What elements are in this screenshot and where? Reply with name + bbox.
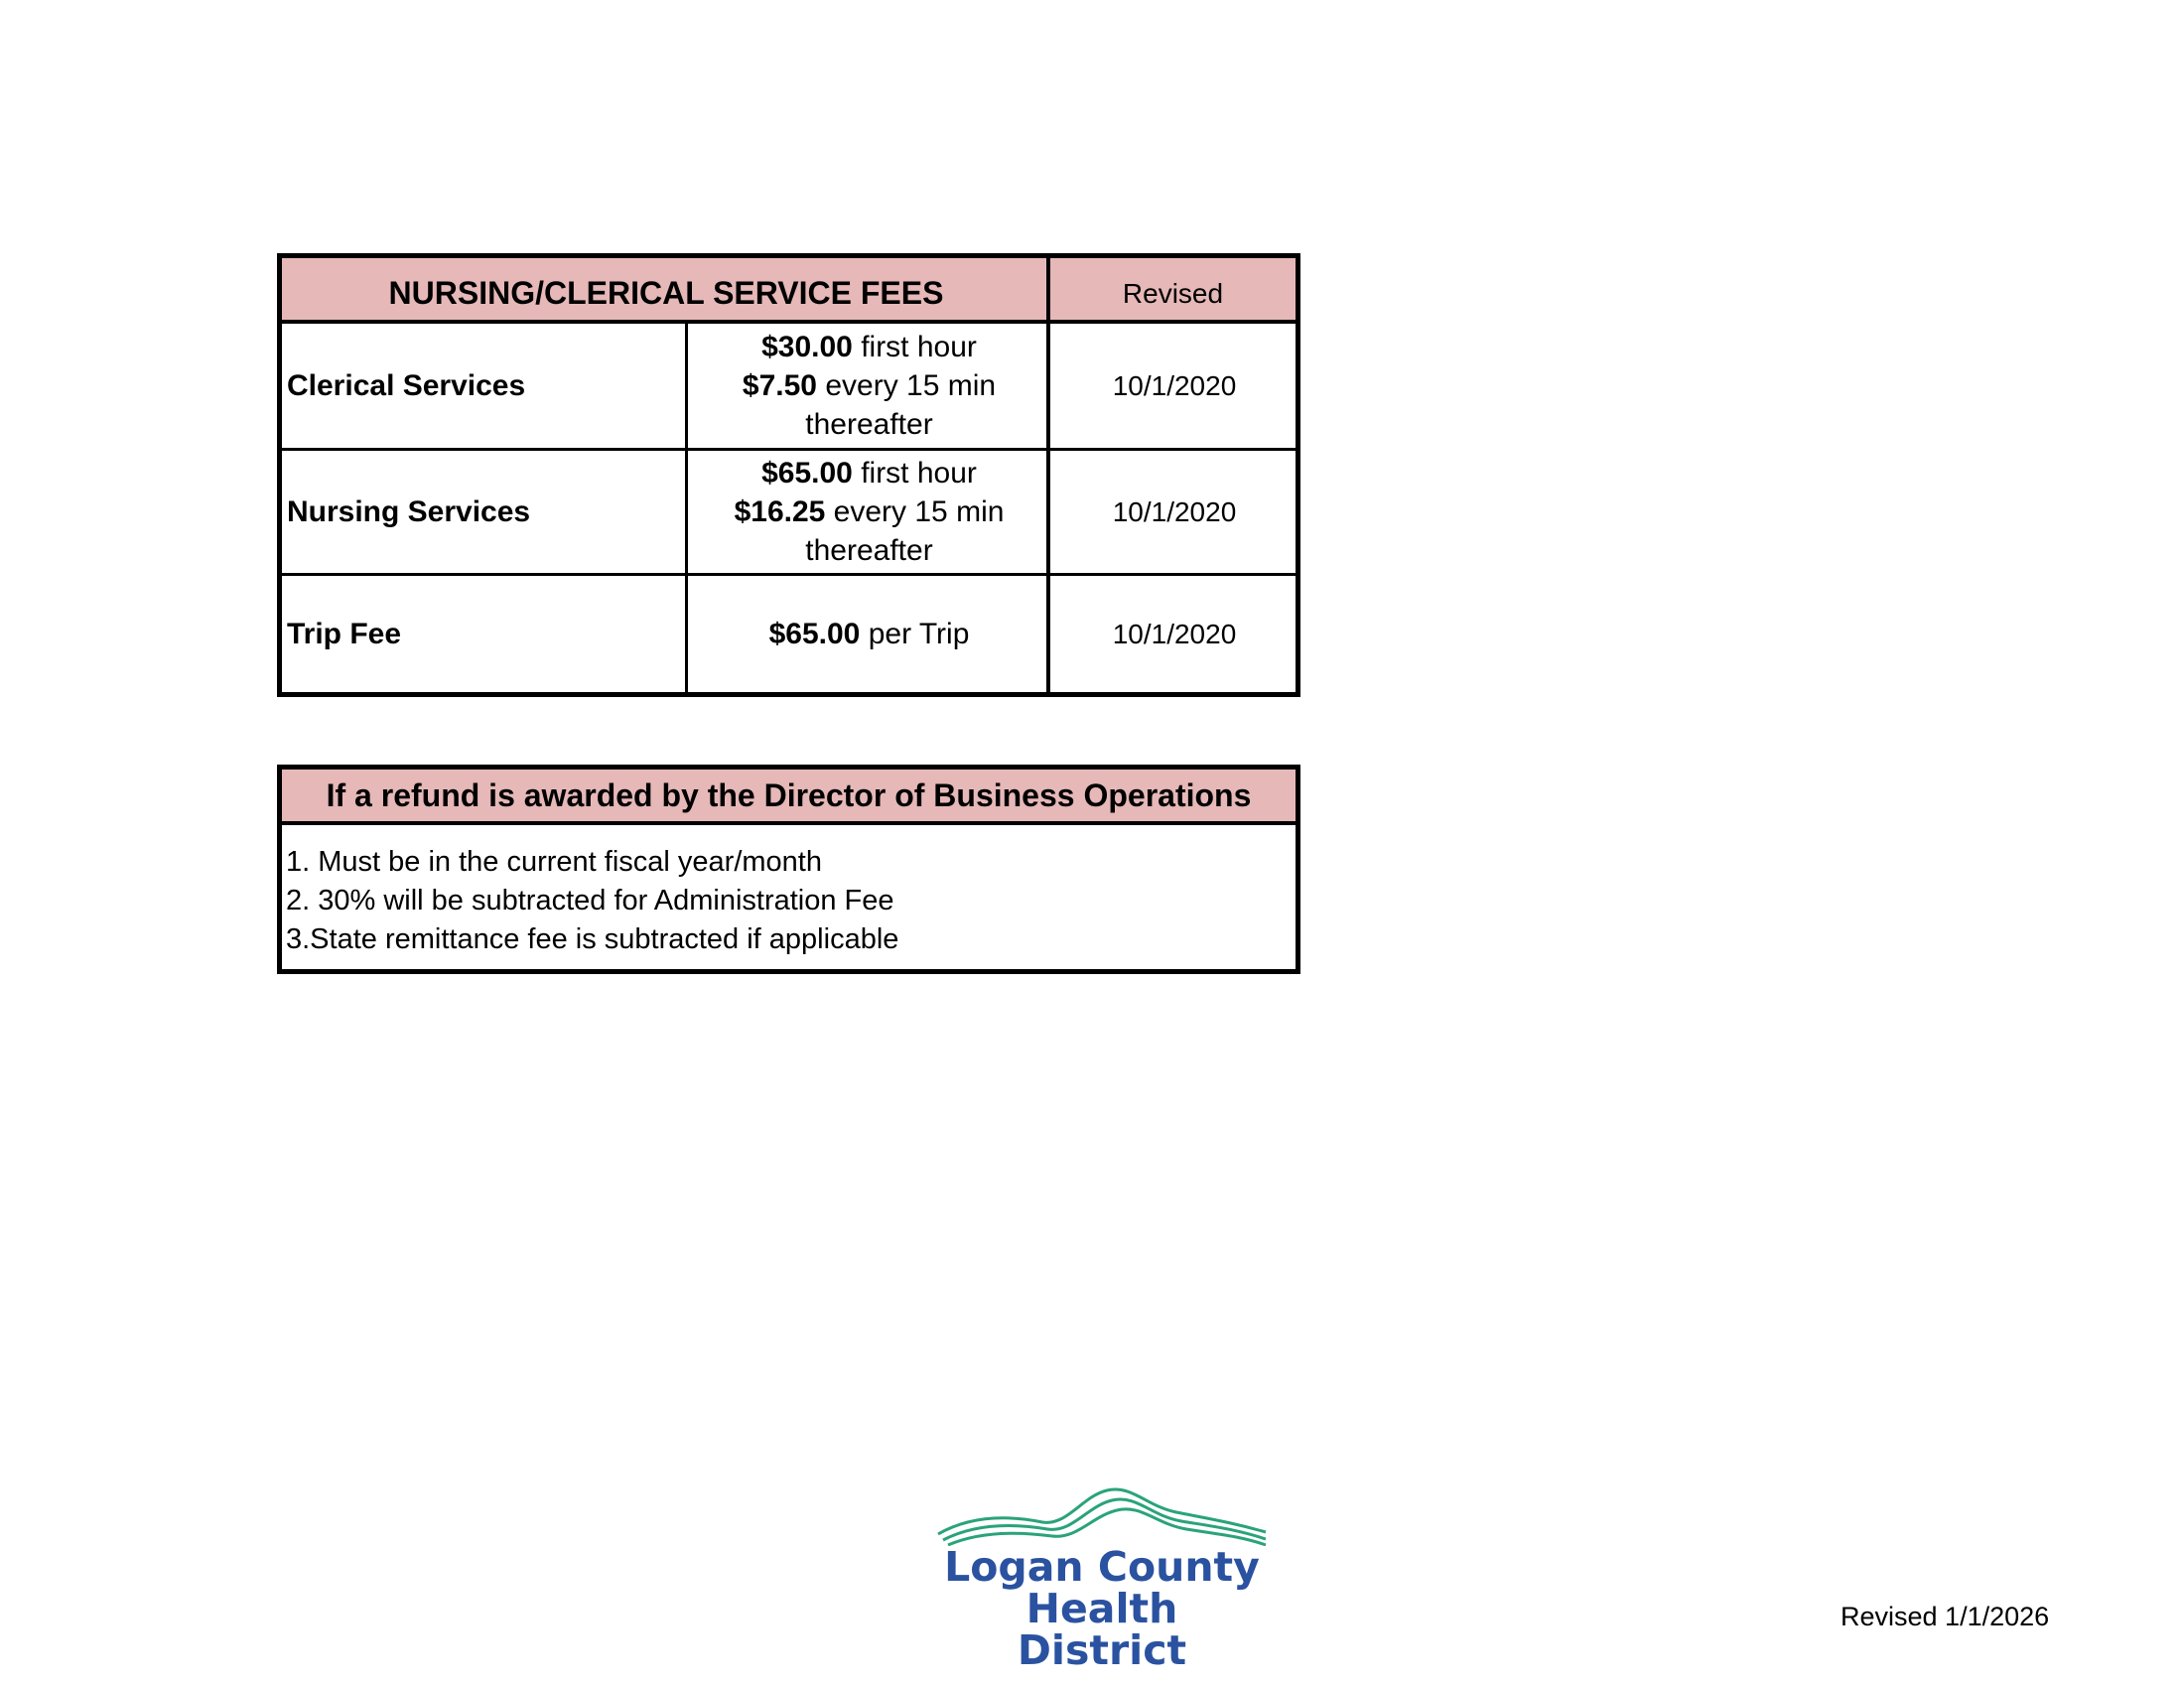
list-item: 3.State remittance fee is subtracted if applicable [286,923,899,955]
logo-line: Logan County [944,1543,1260,1591]
service-name-nursing: Nursing Services [287,494,531,528]
service-name-clerical: Clerical Services [287,368,526,402]
revised-date-clerical: 10/1/2020 [1112,369,1237,401]
refund-conditions-list [282,825,1296,959]
logan-county-health-district-logo [933,1477,1271,1674]
price-line [735,492,1005,531]
fees-table-title: NURSING/CLERICAL SERVICE FEES [282,258,1050,324]
price-text: first hour [852,457,977,490]
price-line: thereafter [805,534,933,567]
mountain-waves-icon [933,1477,1271,1546]
price-amount: $65.00 [768,618,861,650]
price-line [743,366,996,405]
service-fees-table [277,253,1300,697]
revised-column-header: Revised [1050,258,1296,324]
list-item: 2. 30% will be subtracted for Administration Fee [286,885,894,916]
revised-date-trip: 10/1/2020 [1112,618,1237,649]
revised-date-nursing: 10/1/2020 [1112,495,1237,527]
price-amount: $65.00 [761,457,853,490]
price-text: every 15 min [825,495,1005,528]
price-amount: $7.50 [742,369,817,402]
price-nursing [688,451,1050,573]
footer-revised-date: Revised 1/1/2026 [1841,1602,2050,1631]
price-text: first hour [852,331,977,363]
price-line [761,454,977,492]
list-item: 1. Must be in the current fiscal year/month [286,846,822,878]
price-line: thereafter [805,408,933,441]
logo-line: Health District [1017,1585,1187,1674]
price-amount: $16.25 [734,495,826,528]
price-text: per Trip [860,618,970,650]
price-trip [688,576,1050,692]
price-line [761,328,977,366]
logo-wordmark [938,1543,1266,1674]
refund-policy-title: If a refund is awarded by the Director of Business Operations [282,770,1296,825]
price-text: every 15 min [817,369,997,402]
price-amount: $30.00 [761,331,853,363]
price-line [769,615,970,653]
service-name-trip: Trip Fee [287,617,402,650]
price-clerical [688,324,1050,448]
refund-policy-box [277,765,1300,974]
